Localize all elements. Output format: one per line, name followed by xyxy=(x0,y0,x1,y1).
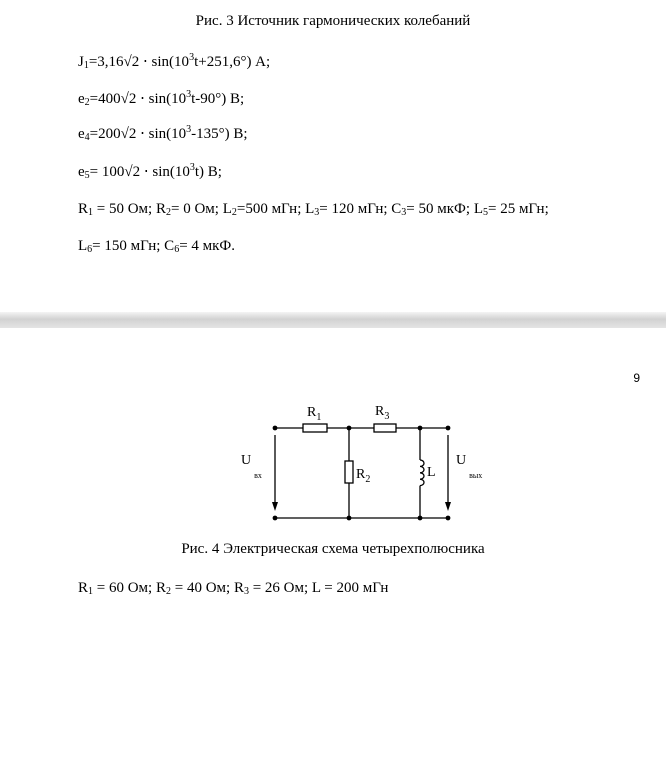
parameters-line-2: $L_6= 150$ мГн; $C_6= 4$ мкФ. xyxy=(78,238,236,255)
label-uin: $U_{вх}$ xyxy=(241,453,262,480)
figure-4-caption: Рис. 4 Электрическая схема четырехполюсника xyxy=(181,541,485,557)
node xyxy=(347,426,352,431)
node xyxy=(418,426,423,431)
node xyxy=(347,516,352,521)
formula-j1: $J_1=3,16√2 \cdot \sin(10^3t+251,6^\circ)$ А; xyxy=(78,52,271,71)
parameters-line-1: $R_1 = 50$ Ом; $R_2= 0$ Ом; $L_2=500$ мГн; $L_3= 120$ мГн; $C_3= 50$ мкФ; $L_5= 25$ мГн; xyxy=(78,201,549,218)
formula-e4: $e_4=200√2 \cdot \sin(10^3-135^\circ)$ В; xyxy=(78,124,248,143)
page-number: 9 xyxy=(633,371,640,385)
page-divider xyxy=(0,312,666,328)
label-l: L xyxy=(427,465,436,480)
label-uout: $U_{вых}$ xyxy=(456,453,483,480)
document-page-2 xyxy=(0,328,666,781)
resistor-r2 xyxy=(345,461,353,483)
label-r2: $R_2$ xyxy=(356,467,371,485)
node xyxy=(273,426,278,431)
formula-e5: $e_5= 100√2 \cdot \sin(10^3t)$ В; xyxy=(78,162,222,181)
parameters-line-3: $R_1 = 60$ Ом; $R_2 = 40$ Ом; $R_3 = 26$ Ом; L = 200 мГн xyxy=(78,580,389,597)
label-r3: $R_3$ xyxy=(375,404,390,422)
document-page-1 xyxy=(0,0,666,312)
node xyxy=(273,516,278,521)
label-r1: $R_1$ xyxy=(307,405,322,423)
inductor-l xyxy=(420,460,424,486)
node xyxy=(446,516,451,521)
node xyxy=(418,516,423,521)
formula-e2: $e_2=400√2 \cdot \sin(10^3t-90^\circ)$ В; xyxy=(78,89,245,108)
resistor-r1 xyxy=(303,424,327,432)
resistor-r3 xyxy=(374,424,396,432)
figure-3-caption: Рис. 3 Источник гармонических колебаний xyxy=(195,13,471,29)
node xyxy=(446,426,451,431)
